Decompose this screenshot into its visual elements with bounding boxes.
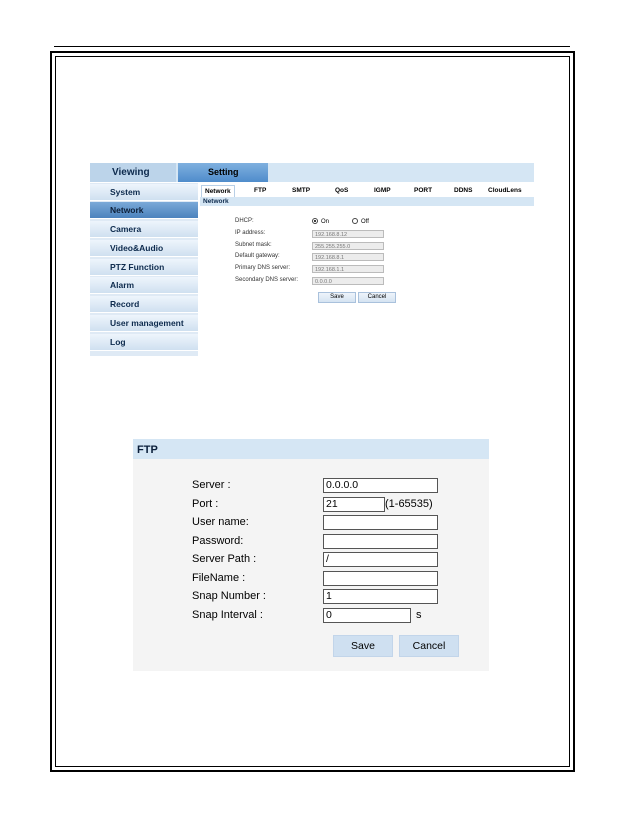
server-path-input[interactable]: / <box>323 552 438 567</box>
sidebar-item-camera[interactable]: Camera <box>90 221 198 238</box>
subtab-ddns[interactable]: DDNS <box>454 187 473 194</box>
dhcp-off-label: Off <box>361 219 369 225</box>
default-gateway-field[interactable]: 192.168.8.1 <box>312 253 384 261</box>
server-input[interactable]: 0.0.0.0 <box>323 478 438 493</box>
primary-dns-label: Primary DNS server: <box>235 265 291 271</box>
filename-input[interactable] <box>323 571 438 586</box>
ftp-cancel-button[interactable]: Cancel <box>399 635 459 657</box>
page-top-rule <box>54 46 570 47</box>
sidebar-item-user-management[interactable]: User management <box>90 315 198 332</box>
subnet-mask-label: Subnet mask: <box>235 242 272 248</box>
filename-label: FileName : <box>192 572 246 584</box>
subtab-network[interactable]: Network <box>201 185 235 197</box>
network-subtabs <box>200 185 534 196</box>
sidebar-item-system[interactable]: System <box>90 184 198 201</box>
network-section-title: Network <box>200 197 534 206</box>
port-range-note: (1-65535) <box>385 498 433 510</box>
sidebar-item-ptz-function[interactable]: PTZ Function <box>90 259 198 276</box>
port-input[interactable]: 21 <box>323 497 385 512</box>
network-cancel-button[interactable]: Cancel <box>358 292 396 303</box>
ftp-settings-screenshot <box>133 439 489 671</box>
sidebar-item-network[interactable]: Network <box>90 202 198 219</box>
snap-interval-unit: s <box>416 609 422 621</box>
server-label: Server : <box>192 479 231 491</box>
network-save-button[interactable]: Save <box>318 292 356 303</box>
server-path-label: Server Path : <box>192 553 257 565</box>
username-input[interactable] <box>323 515 438 530</box>
snap-number-input[interactable]: 1 <box>323 589 438 604</box>
ftp-save-button[interactable]: Save <box>333 635 393 657</box>
subtab-igmp[interactable]: IGMP <box>374 187 391 194</box>
secondary-dns-label: Secondary DNS server: <box>235 277 299 283</box>
dhcp-on-label: On <box>321 219 330 225</box>
subtab-port[interactable]: PORT <box>414 187 433 194</box>
settings-sidebar <box>90 183 198 356</box>
snap-number-label: Snap Number : <box>192 590 266 602</box>
secondary-dns-field[interactable]: 0.0.0.0 <box>312 277 384 285</box>
tab-setting[interactable]: Setting <box>178 163 268 182</box>
subtab-qos[interactable]: QoS <box>335 187 349 194</box>
password-input[interactable] <box>323 534 438 549</box>
network-settings-screenshot <box>90 163 534 356</box>
subtab-ftp[interactable]: FTP <box>254 187 267 194</box>
username-label: User name: <box>192 516 249 528</box>
subnet-mask-field[interactable]: 255.255.255.0 <box>312 242 384 250</box>
ftp-section-title: FTP <box>133 439 489 459</box>
sidebar-item-record[interactable]: Record <box>90 296 198 313</box>
ip-address-field[interactable]: 192.168.8.12 <box>312 230 384 238</box>
tab-viewing[interactable]: Viewing <box>90 163 176 182</box>
subtab-smtp[interactable]: SMTP <box>292 187 311 194</box>
password-label: Password: <box>192 535 244 547</box>
sidebar-item-video-audio[interactable]: Video&Audio <box>90 240 198 257</box>
sidebar-item-alarm[interactable]: Alarm <box>90 277 198 294</box>
dhcp-on-radio[interactable] <box>312 218 318 224</box>
port-label: Port : <box>192 498 219 510</box>
snap-interval-input[interactable]: 0 <box>323 608 411 623</box>
snap-interval-label: Snap Interval : <box>192 609 263 621</box>
primary-dns-field[interactable]: 192.168.1.1 <box>312 265 384 273</box>
dhcp-off-radio[interactable] <box>352 218 358 224</box>
sidebar-item-log[interactable]: Log <box>90 334 198 351</box>
dhcp-label: DHCP: <box>235 218 254 224</box>
ip-address-label: IP address: <box>235 230 266 236</box>
default-gateway-label: Default gateway: <box>235 253 280 259</box>
subtab-cloudlens[interactable]: CloudLens <box>488 187 522 194</box>
